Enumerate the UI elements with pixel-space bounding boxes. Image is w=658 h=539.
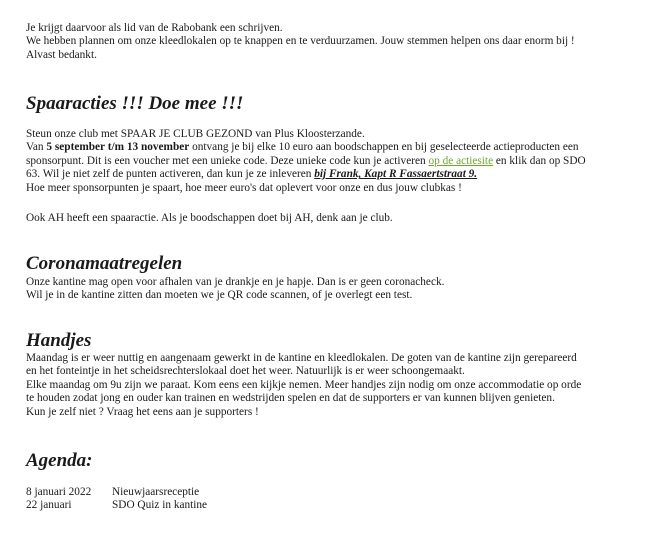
corona-line: Onze kantine mag open voor afhalen van je drankje en je hapje. Dan is er geen coronacheck.	[26, 276, 445, 288]
spaaracties-line: Hoe meer sponsorpunten je spaart, hoe meer euro's dat oplevert voor onze en dus jouw clubkas !	[26, 181, 462, 194]
text-fragment: ontvang je bij elke 10 euro aan boodschappen en bij geselecteerde actieproducten een	[189, 141, 579, 154]
spaaracties-paragraph	[26, 128, 646, 195]
ah-paragraph	[26, 212, 646, 225]
corona-heading: Coronamaatregelen	[26, 253, 183, 274]
intro-paragraph	[26, 22, 646, 62]
agenda-event: Nieuwjaarsreceptie	[112, 486, 200, 498]
handjes-line: te houden zodat jong en ouder kan trainen en wedstrijden spelen en dat de supporters er van kunnen blijven genieten.	[26, 392, 555, 405]
ah-line: Ook AH heeft een spaaractie. Als je boodschappen doet bij AH, denk aan je club.	[26, 212, 393, 224]
dropoff-address: bij Frank, Kapt R Fassaertstraat 9.	[314, 168, 478, 181]
handjes-line: Maandag is er weer nuttig en aangenaam gewerkt in de kantine en kleedlokalen. De goten van de kantine zijn gerepareerd	[26, 352, 577, 364]
text-fragment: 63. Wil je niet zelf de punten activeren, dan kun je ze inleveren	[26, 168, 315, 181]
actiesite-link[interactable]: op de actiesite	[428, 154, 494, 167]
agenda-date: 8 januari 2022	[26, 486, 92, 498]
spaaracties-line	[26, 168, 646, 181]
handjes-paragraph	[26, 352, 646, 419]
intro-line: Je krijgt daarvoor als lid van de Rabobank een schrijven.	[26, 22, 283, 34]
handjes-heading: Handjes	[26, 330, 92, 351]
text-fragment: sponsorpunt. Dit is een voucher met een unieke code. Deze unieke code kun je activeren	[26, 154, 429, 167]
handjes-line: en het fonteintje in het scheidsrechterslokaal doet het weer. Natuurlijk is er weer schoongemaakt.	[26, 365, 465, 378]
corona-paragraph	[26, 276, 646, 303]
corona-line: Wil je in de kantine zitten dan moeten we je QR code scannen, of je overlegt een test.	[26, 289, 413, 302]
handjes-line: Kun je zelf niet ? Vraag het eens aan je supporters !	[26, 405, 259, 418]
agenda-heading: Agenda:	[26, 450, 93, 471]
campaign-dates: 5 september t/m 13 november	[46, 141, 190, 154]
agenda-event: SDO Quiz in kantine	[112, 499, 208, 511]
spaaracties-line	[26, 141, 646, 154]
spaaracties-heading: Spaaracties !!! Doe mee !!!	[26, 93, 244, 114]
handjes-line: Elke maandag om 9u zijn we paraat. Kom eens een kijkje nemen. Meer handjes zijn nodig om onze accommodatie op orde	[26, 378, 582, 391]
intro-line: We hebben plannen om onze kleedlokalen op te knappen en te verduurzamen. Jouw stemmen helpen ons daar enorm bij !	[26, 35, 575, 48]
text-fragment: en klik dan op SDO	[493, 154, 586, 167]
intro-line: Alvast bedankt.	[26, 48, 97, 61]
spaaracties-line	[26, 155, 646, 168]
agenda-date: 22 januari	[26, 499, 72, 511]
spaaracties-line: Steun onze club met SPAAR JE CLUB GEZOND van Plus Kloosterzande.	[26, 128, 365, 140]
text-fragment: Van	[26, 141, 47, 154]
